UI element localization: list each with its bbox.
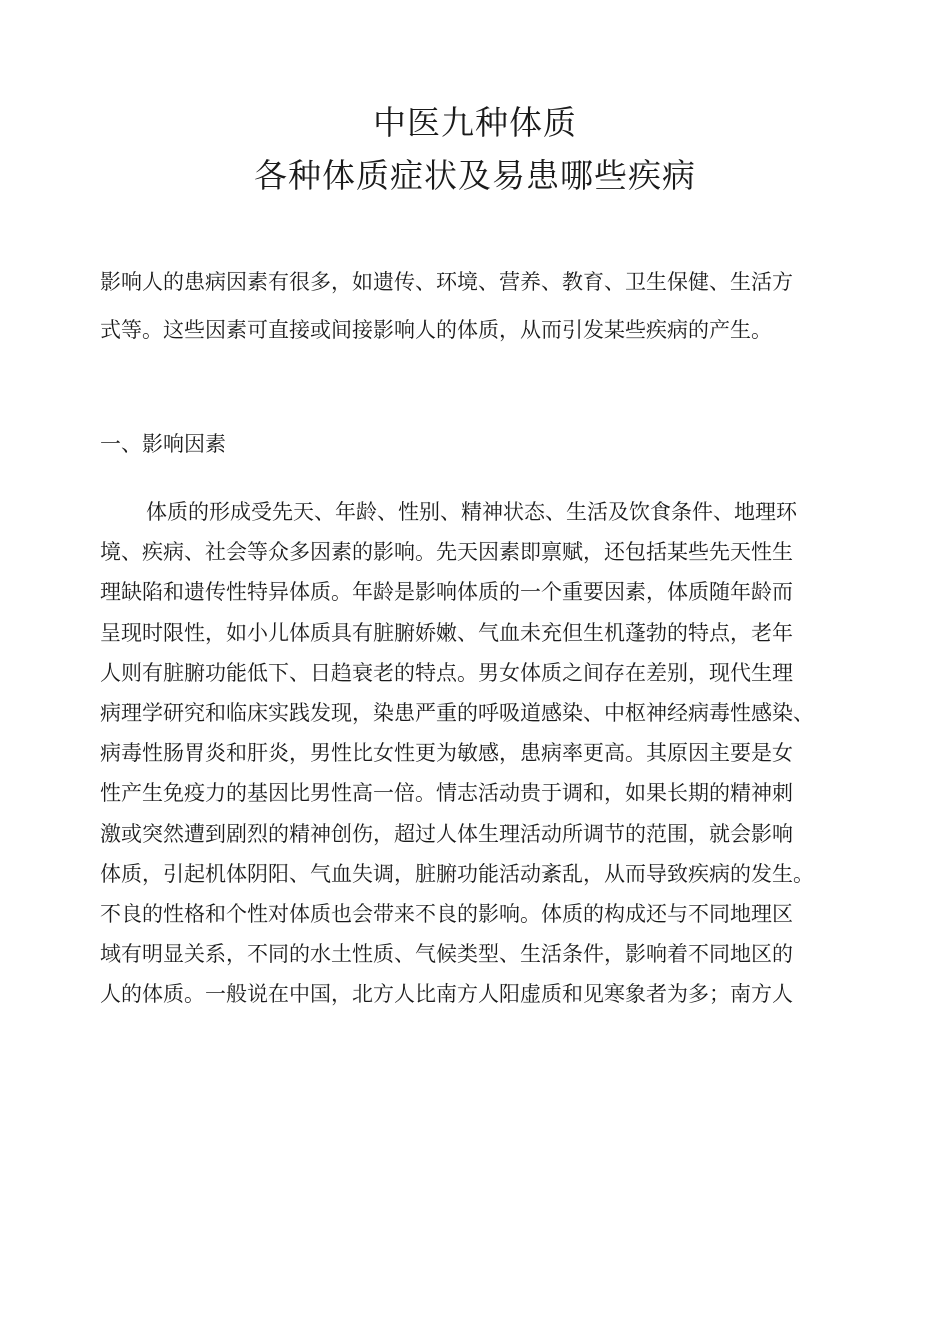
document-title: 中医九种体质 xyxy=(373,103,577,142)
body-line: 病理学研究和临床实践发现，染患严重的呼吸道感染、中枢神经病毒性感染、 xyxy=(100,701,814,726)
body-line: 人则有脏腑功能低下、日趋衰老的特点。男女体质之间存在差别，现代生理 xyxy=(100,660,793,685)
body-line: 呈现时限性，如小儿体质具有脏腑娇嫩、气血未充但生机蓬勃的特点，老年 xyxy=(100,620,793,645)
body-paragraph xyxy=(100,492,880,1015)
intro-paragraph xyxy=(100,258,860,354)
intro-line: 式等。这些因素可直接或间接影响人的体质，从而引发某些疾病的产生。 xyxy=(100,318,772,342)
document-subtitle: 各种体质症状及易患哪些疾病 xyxy=(254,156,696,195)
body-line: 体质的形成受先天、年龄、性别、精神状态、生活及饮食条件、地理环 xyxy=(146,500,797,524)
body-line: 不良的性格和个性对体质也会带来不良的影响。体质的构成还与不同地理区 xyxy=(100,902,793,927)
body-line: 病毒性肠胃炎和肝炎，男性比女性更为敏感，患病率更高。其原因主要是女 xyxy=(100,741,793,766)
body-line: 体质，引起机体阴阳、气血失调，脏腑功能活动紊乱，从而导致疾病的发生。 xyxy=(100,861,814,886)
body-line: 激或突然遭到剧烈的精神创伤，超过人体生理活动所调节的范围，就会影响 xyxy=(100,821,793,846)
body-line: 性产生免疫力的基因比男性高一倍。情志活动贵于调和，如果长期的精神刺 xyxy=(100,781,793,806)
body-line: 境、疾病、社会等众多因素的影响。先天因素即禀赋，还包括某些先天性生 xyxy=(100,540,793,565)
body-line: 域有明显关系，不同的水土性质、气候类型、生活条件，影响着不同地区的 xyxy=(100,942,793,967)
body-line: 理缺陷和遗传性特异体质。年龄是影响体质的一个重要因素，体质随年龄而 xyxy=(100,580,793,605)
body-line: 人的体质。一般说在中国，北方人比南方人阳虚质和见寒象者为多；南方人 xyxy=(100,982,793,1007)
intro-line: 影响人的患病因素有很多，如遗传、环境、营养、教育、卫生保健、生活方 xyxy=(100,270,793,294)
section-heading: 一、影响因素 xyxy=(100,432,226,456)
